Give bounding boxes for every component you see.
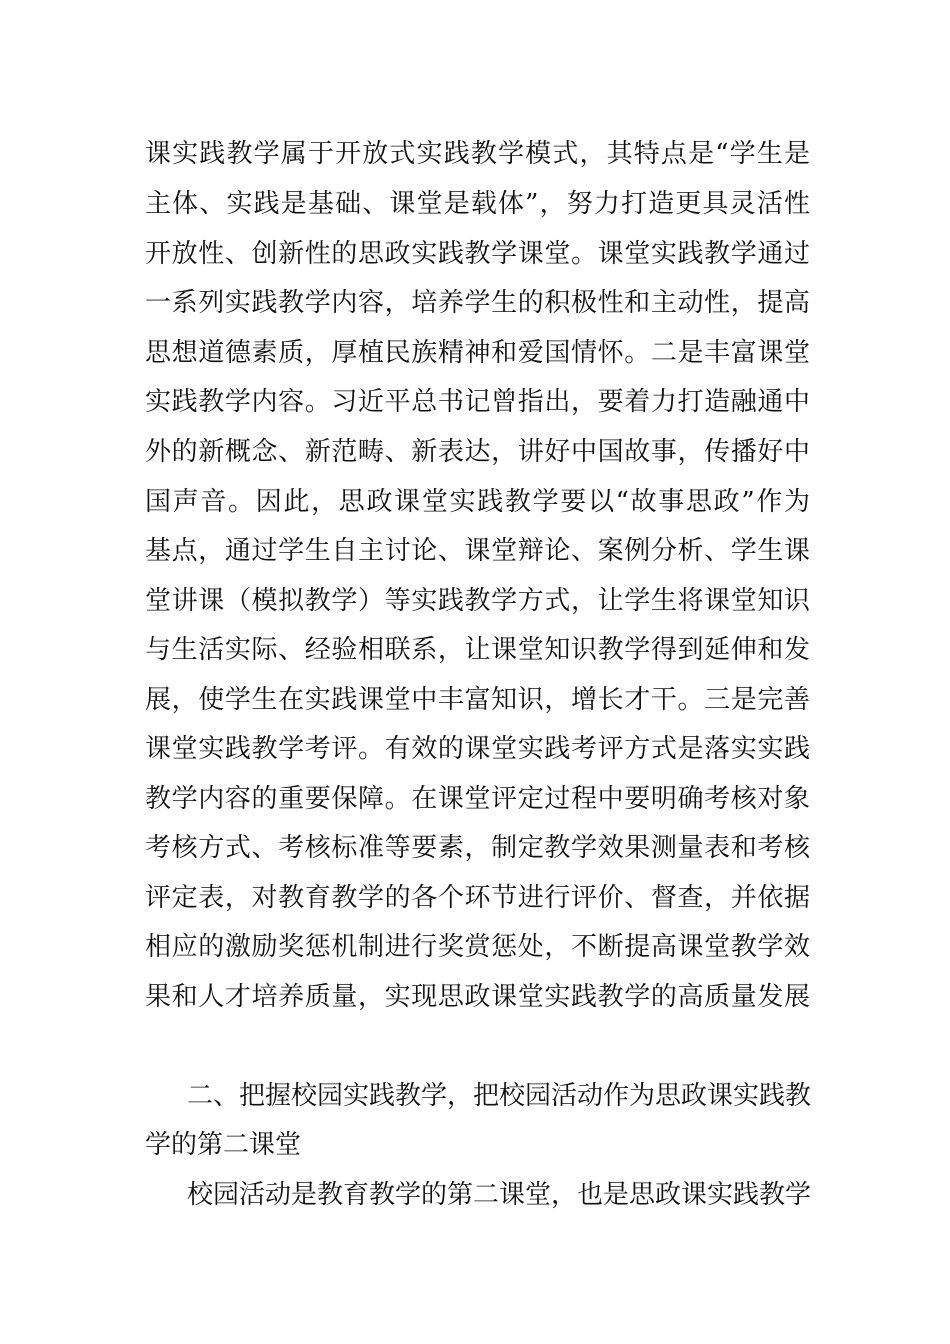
text-line: 思想道德素质，厚植民族精神和爱国情怀。二是丰富课堂 [145,338,810,368]
text-line: 考核方式、考核标准等要素，制定教学效果测量表和考核 [145,833,810,863]
text-line: 课实践教学属于开放式实践教学模式，其特点是“学生是 [145,139,810,169]
text-line: 展，使学生在实践课堂中丰富知识，增长才干。三是完善 [145,685,810,715]
text-line: 与生活实际、经验相联系，让课堂知识教学得到延伸和发 [145,635,810,665]
text-line: 国声音。因此，思政课堂实践教学要以“故事思政”作为 [145,487,810,517]
text-line: 果和人才培养质量，实现思政课堂实践教学的高质量发展 [145,982,810,1012]
text-line: 评定表，对教育教学的各个环节进行评价、督查，并依据 [145,883,810,913]
text-line: 实践教学内容。习近平总书记曾指出，要着力打造融通中 [145,387,810,417]
text-line: 教学内容的重要保障。在课堂评定过程中要明确考核对象 [145,784,810,814]
text-line: 外的新概念、新范畴、新表达，讲好中国故事，传播好中 [145,437,810,467]
text-line: 基点，通过学生自主讨论、课堂辩论、案例分析、学生课 [145,536,810,566]
text-line: 主体、实践是基础、课堂是载体”，努力打造更具灵活性 [145,189,810,219]
text-line: 堂讲课（模拟教学）等实践教学方式，让学生将课堂知识 [145,586,810,616]
text-line: 课堂实践教学考评。有效的课堂实践考评方式是落实实践 [145,734,810,764]
text-line: 相应的激励奖惩机制进行奖赏惩处，不断提高课堂教学效 [145,932,810,962]
heading-line: 二、把握校园实践教学，把校园活动作为思政课实践教 [187,1081,812,1111]
text-line: 校园活动是教育教学的第二课堂，也是思政课实践教学 [187,1180,812,1210]
heading-line: 学的第二课堂 [145,1130,302,1160]
text-line: 一系列实践教学内容，培养学生的积极性和主动性，提高 [145,288,810,318]
text-line: 开放性、创新性的思政实践教学课堂。课堂实践教学通过 [145,239,810,269]
